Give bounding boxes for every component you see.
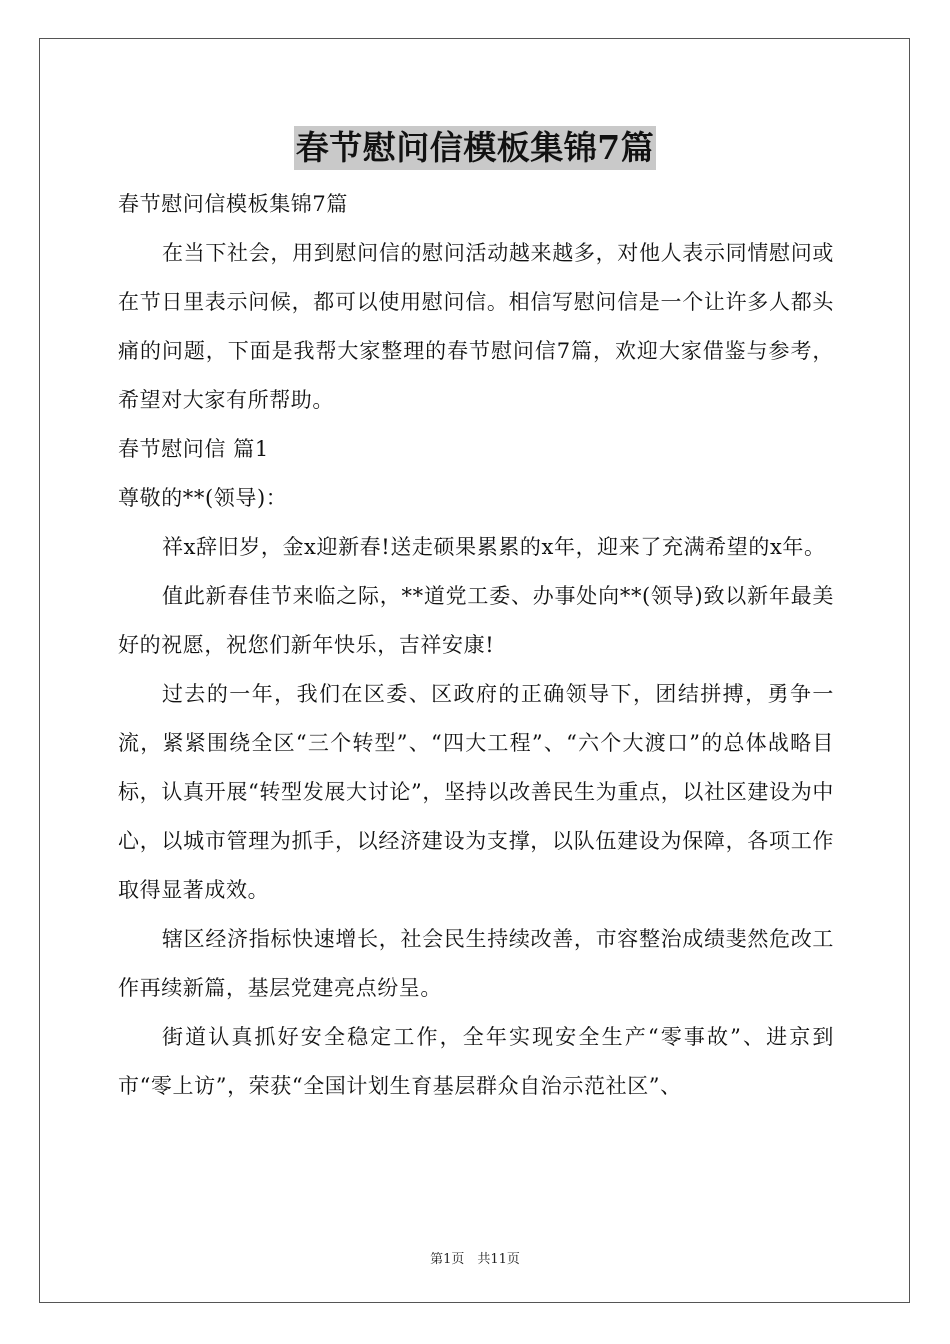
page-number: 第1页 共11页	[430, 1252, 520, 1267]
intro-paragraph: 在当下社会，用到慰问信的慰问活动越来越多，对他人表示同情慰问或在节日里表示问候，都可以使用慰问信。相信写慰问信是一个让许多人都头痛的问题，下面是我帮大家整理的春节慰问信7篇，欢迎大家借鉴与参考，希望对大家有所帮助。	[118, 241, 834, 412]
salutation: 尊敬的**(领导)：	[118, 486, 288, 510]
body-paragraph: 过去的一年，我们在区委、区政府的正确领导下，团结拼搏，勇争一流，紧紧围绕全区“三个转型”、“四大工程”、“六个大渡口”的总体战略目标，认真开展“转型发展大讨论”，坚持以改善民生为重点，以社区建设为中心，以城市管理为抓手，以经济建设为支撑，以队伍建设为保障，各项工作取得显著成效。	[118, 682, 834, 902]
subtitle-line: 春节慰问信模板集锦7篇	[118, 192, 348, 216]
section-heading: 春节慰问信 篇1	[118, 437, 269, 461]
body-paragraph: 值此新春佳节来临之际，**道党工委、办事处向**(领导)致以新年最美好的祝愿，祝您们新年快乐，吉祥安康!	[118, 584, 834, 657]
body-paragraph: 街道认真抓好安全稳定工作，全年实现安全生产“零事故”、进京到市“零上访”，荣获“全国计划生育基层群众自治示范社区”、	[118, 1025, 834, 1098]
document-title: 春节慰问信模板集锦7篇	[294, 126, 656, 170]
body-paragraph: 祥x辞旧岁，金x迎新春!送走硕果累累的x年，迎来了充满希望的x年。	[162, 535, 826, 559]
body-paragraph: 辖区经济指标快速增长，社会民生持续改善，市容整治成绩斐然危改工作再续新篇，基层党建亮点纷呈。	[118, 927, 834, 1000]
title-container	[0, 126, 950, 170]
document-body	[118, 180, 834, 1111]
